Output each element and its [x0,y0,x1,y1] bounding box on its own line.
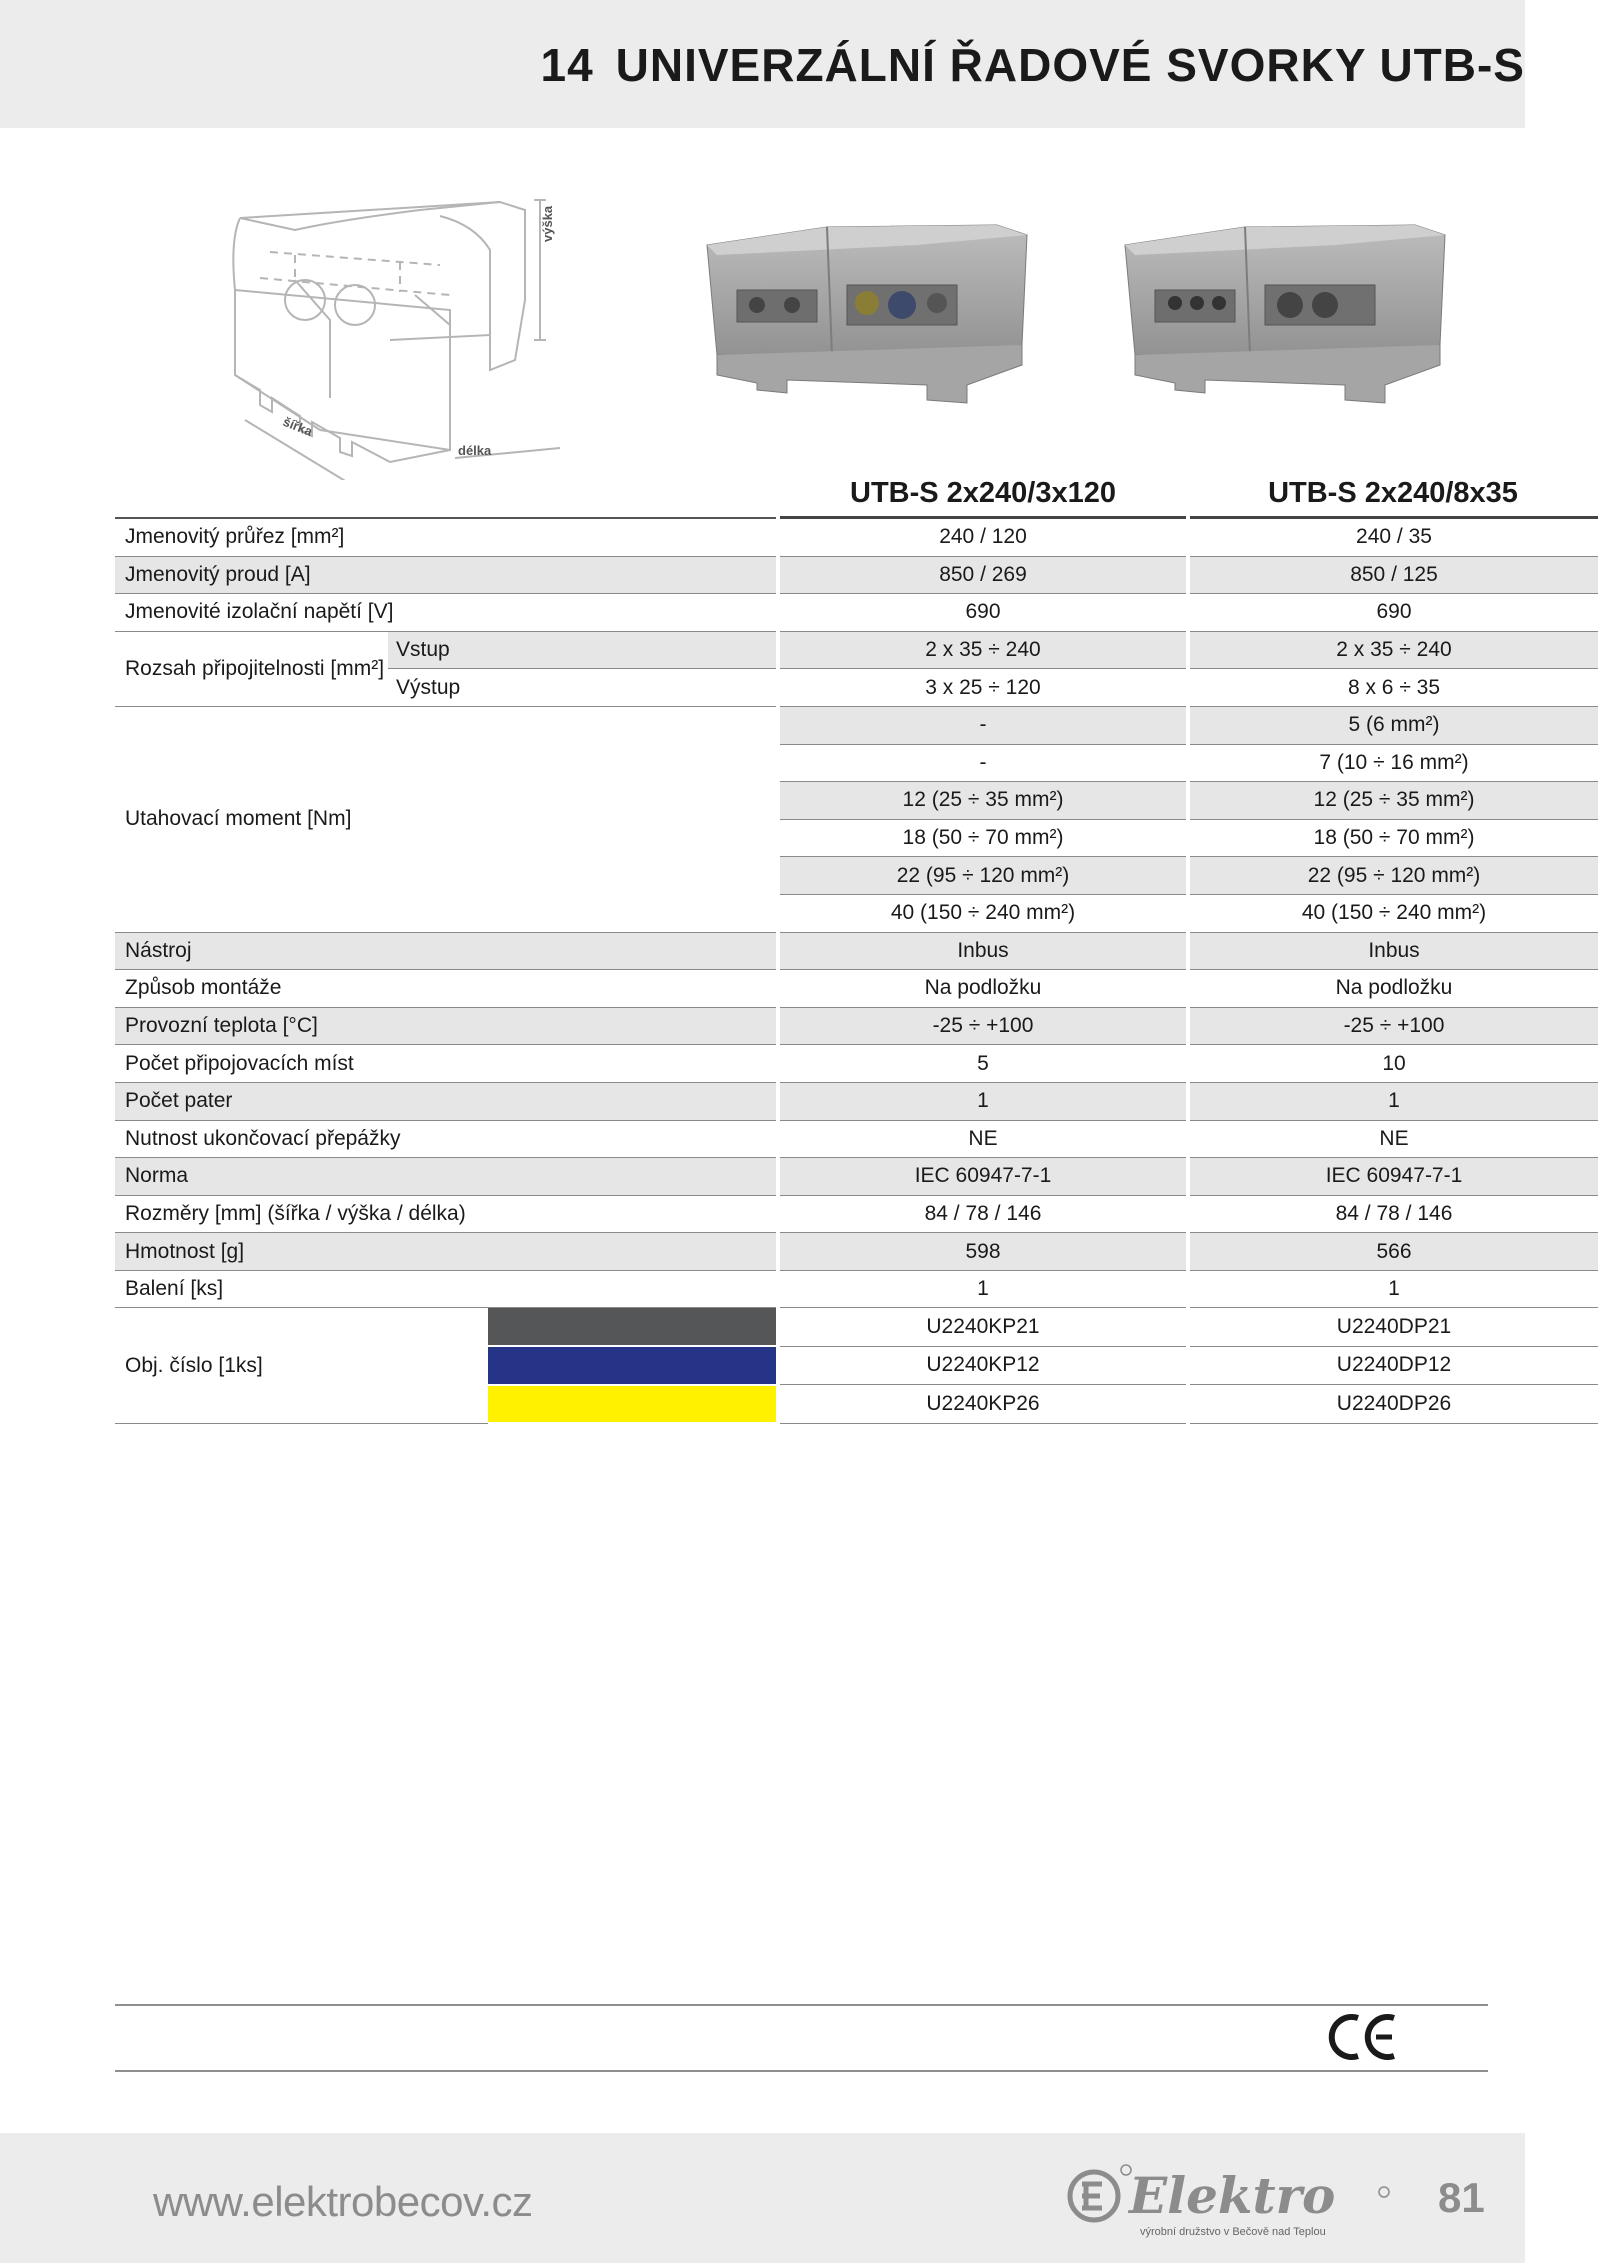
cell-value: 84 / 78 / 146 [778,1195,1188,1233]
cell-value: 5 (6 mm²) [1188,706,1598,744]
table-row [115,594,1598,632]
cell-value: U2240DP26 [1188,1385,1598,1424]
cell-value: 7 (10 ÷ 16 mm²) [1188,744,1598,782]
cell-value: 18 (50 ÷ 70 mm²) [1188,819,1598,857]
cell-value: - [778,744,1188,782]
row-label: Rozsah připojitelnosti [mm²] [115,631,388,706]
row-label: Utahovací moment [Nm] [115,706,778,932]
cell-value: 598 [778,1233,1188,1271]
table-row [115,1233,1598,1271]
cell-value: 5 [778,1045,1188,1083]
table-row [115,518,1598,557]
cell-value: 18 (50 ÷ 70 mm²) [778,819,1188,857]
drawing-label-width: šířka [280,413,315,440]
column-header-3x120: UTB-S 2x240/3x120 [778,470,1188,518]
table-header-row [115,470,1598,518]
cell-value: 22 (95 ÷ 120 mm²) [1188,857,1598,895]
row-label: Nutnost ukončovací přepážky [115,1120,778,1158]
terminal-dimension-drawing [200,180,580,480]
color-swatch-yellow [488,1385,778,1424]
cell-value: 690 [778,594,1188,632]
product-photo-8x35 [1115,215,1455,415]
row-label: Nástroj [115,932,778,970]
cell-value: U2240KP21 [778,1308,1188,1346]
cell-value: 240 / 35 [1188,518,1598,557]
table-row [115,932,1598,970]
color-swatch-blue [488,1346,778,1385]
cell-value: 1 [778,1270,1188,1308]
sub-row-label: Vstup [388,631,778,669]
cell-value: 3 x 25 ÷ 120 [778,669,1188,707]
row-label: Jmenovitý proud [A] [115,556,778,594]
column-header-8x35: UTB-S 2x240/8x35 [1188,470,1598,518]
row-label: Obj. číslo [1ks] [115,1308,488,1423]
cell-value: Inbus [778,932,1188,970]
cell-value: 1 [1188,1082,1598,1120]
row-label: Jmenovité izolační napětí [V] [115,594,778,632]
logo-text: Elektro [1129,2166,1336,2225]
cell-value: 2 x 35 ÷ 240 [1188,631,1598,669]
table-row [115,1308,1598,1346]
row-label: Provozní teplota [°C] [115,1007,778,1045]
cell-value: 10 [1188,1045,1598,1083]
section-number: 14 [540,39,594,91]
cell-value: -25 ÷ +100 [1188,1007,1598,1045]
row-label: Počet připojovacích míst [115,1045,778,1083]
row-label: Způsob montáže [115,970,778,1008]
cell-value: 84 / 78 / 146 [1188,1195,1598,1233]
cell-value: 1 [1188,1270,1598,1308]
table-row [115,1195,1598,1233]
cell-value: U2240KP12 [778,1346,1188,1385]
cell-value: IEC 60947-7-1 [1188,1158,1598,1196]
section-title: UNIVERZÁLNÍ ŘADOVÉ SVORKY UTB-S [615,39,1525,91]
cell-value: Na podložku [778,970,1188,1008]
specification-table [115,470,1598,1424]
product-photo-3x120 [697,215,1037,415]
page-number: 81 [1438,2174,1485,2221]
row-label: Norma [115,1158,778,1196]
table-row [115,1120,1598,1158]
cell-value: IEC 60947-7-1 [778,1158,1188,1196]
drawing-label-height: výška [540,205,555,242]
color-swatch-gray [488,1308,778,1346]
divider-bottom [115,2070,1488,2072]
table-row [115,706,1598,744]
cell-value: 690 [1188,594,1598,632]
cell-value: 850 / 125 [1188,556,1598,594]
logo-tagline: výrobní družstvo v Bečově nad Teplou [1140,2226,1326,2238]
cell-value: 12 (25 ÷ 35 mm²) [778,782,1188,820]
ce-mark-icon [1328,2012,1398,2062]
cell-value: -25 ÷ +100 [778,1007,1188,1045]
cell-value: 12 (25 ÷ 35 mm²) [1188,782,1598,820]
cell-value: Inbus [1188,932,1598,970]
cell-value: 40 (150 ÷ 240 mm²) [778,894,1188,932]
table-row [115,1158,1598,1196]
table-row [115,1045,1598,1083]
cell-value: 1 [778,1082,1188,1120]
cell-value: U2240KP26 [778,1385,1188,1424]
table-row [115,970,1598,1008]
page-title [540,38,1525,92]
cell-value: U2240DP21 [1188,1308,1598,1346]
cell-value: 22 (95 ÷ 120 mm²) [778,857,1188,895]
cell-value: 240 / 120 [778,518,1188,557]
row-label: Rozměry [mm] (šířka / výška / délka) [115,1195,778,1233]
cell-value: NE [778,1120,1188,1158]
table-row [115,556,1598,594]
cell-value: Na podložku [1188,970,1598,1008]
cell-value: U2240DP12 [1188,1346,1598,1385]
table-row [115,1270,1598,1308]
cell-value: NE [1188,1120,1598,1158]
table-row [115,1007,1598,1045]
row-label: Počet pater [115,1082,778,1120]
divider-top [115,2004,1488,2006]
cell-value: 40 (150 ÷ 240 mm²) [1188,894,1598,932]
row-label: Hmotnost [g] [115,1233,778,1271]
footer-url: www.elektrobecov.cz [153,2178,533,2225]
cell-value: 850 / 269 [778,556,1188,594]
table-row [115,631,1598,669]
row-label: Balení [ks] [115,1270,778,1308]
cell-value: 8 x 6 ÷ 35 [1188,669,1598,707]
cell-value: 566 [1188,1233,1598,1271]
drawing-label-length: délka [458,443,492,458]
row-label: Jmenovitý průřez [mm²] [115,518,778,557]
cell-value: 2 x 35 ÷ 240 [778,631,1188,669]
sub-row-label: Výstup [388,669,778,707]
cell-value: - [778,706,1188,744]
table-row [115,1082,1598,1120]
